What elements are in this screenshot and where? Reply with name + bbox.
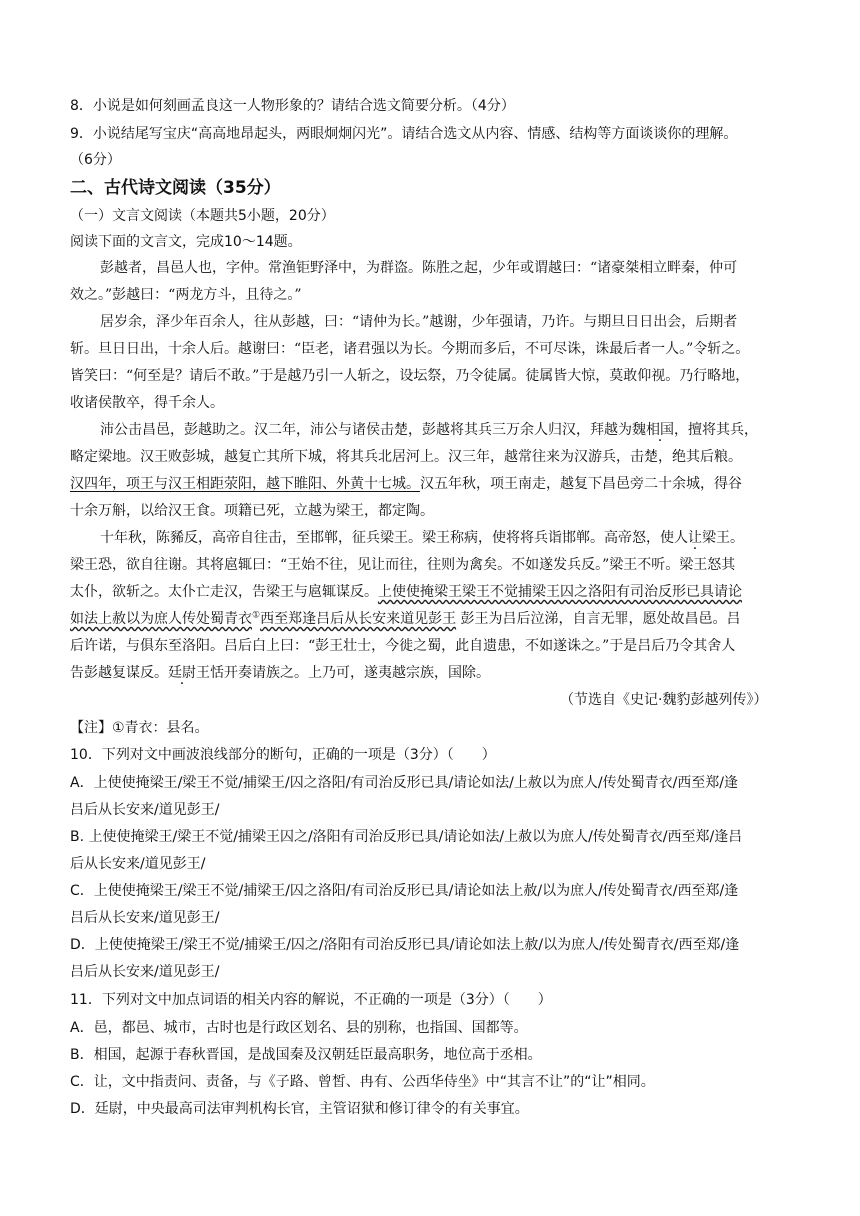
dotted-word-rang: 让 [688,530,702,546]
dotted-word-xiangguo: 相国 [646,422,674,438]
question-10-option-c-line2: 吕后从长安来/道见彭王/ [70,910,220,926]
passage-p4-line1 [100,528,744,548]
passage-text: 王恬开奏请族之。上乃可，遂夷越宗族，国除。 [196,665,490,681]
wavy-underlined-text: 西至郑逢吕后从长安来道见彭王 [260,611,457,627]
footnote-marker: ① [252,610,261,621]
passage-text: 梁王。 [702,530,744,546]
question-11-option-a: A．邑，都邑、城市，古时也是行政区划名、县的别称，也指国、国都等。 [70,1020,528,1036]
question-10-stem: 10．下列对文中画波浪线部分的断句，正确的一项是（3分）（ ） [70,747,496,763]
passage-p3-line2: 略定梁地。汉王败彭城，越复亡其所下城，将其兵北居河上。汉三年，越常往来为汉游兵，击楚，绝其后粮。 [70,449,742,465]
source-citation: （节选自《史记·魏豹彭越列传》） [560,692,768,708]
passage-p3-line1 [100,420,758,440]
section-title: 二、古代诗文阅读（35分） [70,178,281,198]
passage-text: 告彭越复谋反。 [70,665,168,681]
passage-p4-line3 [70,582,742,602]
passage-p4-line5: 后许诺，与俱东至洛阳。吕后白上曰：“彭王壮士，今徙之蜀，此自遗患，不如遂诛之。”于是吕后乃令其舍人 [70,638,736,654]
passage-text: ，擅将其兵， [674,422,758,438]
question-11-option-b: B．相国，起源于春秋晋国，是战国秦及汉朝廷臣最高职务，地位高于丞相。 [70,1047,542,1063]
passage-p4-line6 [70,663,490,683]
passage-p1-line1: 彭越者，昌邑人也，字仲。常渔钜野泽中，为群盗。陈胜之起，少年或谓越曰：“诸豪桀相立畔秦，仲可 [100,260,738,276]
question-9-line1: 9．小说结尾写宝庆“高高地昂起头，两眼炯炯闪光”。请结合选文从内容、情感、结构等方面谈谈你的理解。 [70,126,738,142]
passage-p2-line1: 居岁余，泽少年百余人，往从彭越，曰：“请仲为长。”越谢，少年强请，乃许。与期旦日日出会，后期者 [100,314,738,330]
question-11-stem: 11．下列对文中加点词语的相关内容的解说，不正确的一项是（3分）（ ） [70,992,552,1008]
passage-p2-line2: 斩。旦日日出，十余人后。越谢曰：“臣老，诸君强以为长。今期而多后，不可尽诛，诛最后者一人。”令斩之。 [70,341,750,357]
question-10-option-d-line1: D．上使使掩梁王/梁王不觉/捕梁王/囚之/洛阳有司治反形已具/请论如法上赦/以为庶人/传处蜀青衣/西至郑/逢 [70,937,740,953]
subsection-title: （一）文言文阅读（本题共5小题，20分） [70,208,335,224]
question-10-option-c-line1: C．上使使掩梁王/梁王不觉/捕梁王/囚之洛阳/有司治反形已具/请论如法上赦/以为庶人/传处蜀青衣/西至郑/逢 [70,883,739,899]
question-10-option-a-line1: A．上使使掩梁王/梁王不觉/捕梁王/囚之洛阳/有司治反形已具/请论如法/上赦以为庶人/传处蜀青衣/西至郑/逢 [70,775,739,791]
passage-p3-line4: 十余万斛，以给汉王食。项籍已死，立越为梁王，都定陶。 [70,503,434,519]
passage-p4-line4 [70,609,741,629]
question-9-line2: （6分） [70,152,121,168]
dotted-word-tingwei: 廷尉 [168,665,196,681]
question-10-option-b-line1: B. 上使使掩梁王/梁王不觉/捕梁王囚之/洛阳有司治反形已具/请论如法/上赦以为庶人/传处蜀青衣/西至郑/逢吕 [70,829,743,845]
question-10-option-d-line2: 吕后从长安来/道见彭王/ [70,964,220,980]
question-10-option-b-line2: 后从长安来/道见彭王/ [70,856,206,872]
passage-text: 十年秋，陈豨反，高帝自往击，至邯郸，征兵梁王。梁王称病，使将将兵诣邯郸。高帝怒，使人 [100,530,688,546]
instruction: 阅读下面的文言文，完成10～14题。 [70,234,302,250]
question-11-option-c: C．让，文中指责问、责备，与《子路、曾皙、冉有、公西华侍坐》中“其言不让”的“让”相同。 [70,1074,655,1090]
wavy-underlined-text: 如法上赦以为庶人传处蜀青衣 [70,611,252,627]
question-10-option-a-line2: 吕后从长安来/道见彭王/ [70,802,220,818]
passage-p2-line3: 皆笑曰：“何至是？请后不敢。”于是越乃引一人斩之，设坛祭，乃令徒属。徒属皆大惊，莫敢仰视。乃行略地， [70,368,750,384]
passage-p2-line4: 收诸侯散卒，得千余人。 [70,395,224,411]
passage-text: 彭王为吕后泣涕，自言无罪，愿处故昌邑。吕 [460,611,741,627]
passage-text: 沛公击昌邑，彭越助之。汉二年，沛公与诸侯击楚，彭越将其兵三万余人归汉，拜越为魏 [100,422,646,438]
wavy-underlined-text: 上使使掩梁王梁王不觉捕梁王囚之洛阳有司治反形已具请论 [378,584,742,600]
footnote: 【注】①青衣：县名。 [70,720,209,736]
passage-text: 太仆，欲斩之。太仆亡走汉，告梁王与扈辄谋反。 [70,584,378,600]
passage-p1-line2: 效之。”彭越曰：“两龙方斗，且待之。” [70,287,302,303]
passage-p3-line3 [70,474,742,494]
passage-text: 汉五年秋，项王南走，越复下昌邑旁二十余城，得谷 [420,476,742,492]
question-8: 8．小说是如何刻画孟良这一人物形象的？请结合选文简要分析。（4分） [70,98,515,114]
underlined-sentence: 汉四年，项王与汉王相距荥阳，越下睢阳、外黄十七城。 [70,476,420,492]
passage-p4-line2: 梁王恐，欲自往谢。其将扈辄曰：“王始不往，见让而往，往则为禽矣。不如遂发兵反。”梁王不听。梁王怒其 [70,557,736,573]
question-11-option-d: D．廷尉，中央最高司法审判机构长官，主管诏狱和修订律令的有关事宜。 [70,1101,529,1117]
